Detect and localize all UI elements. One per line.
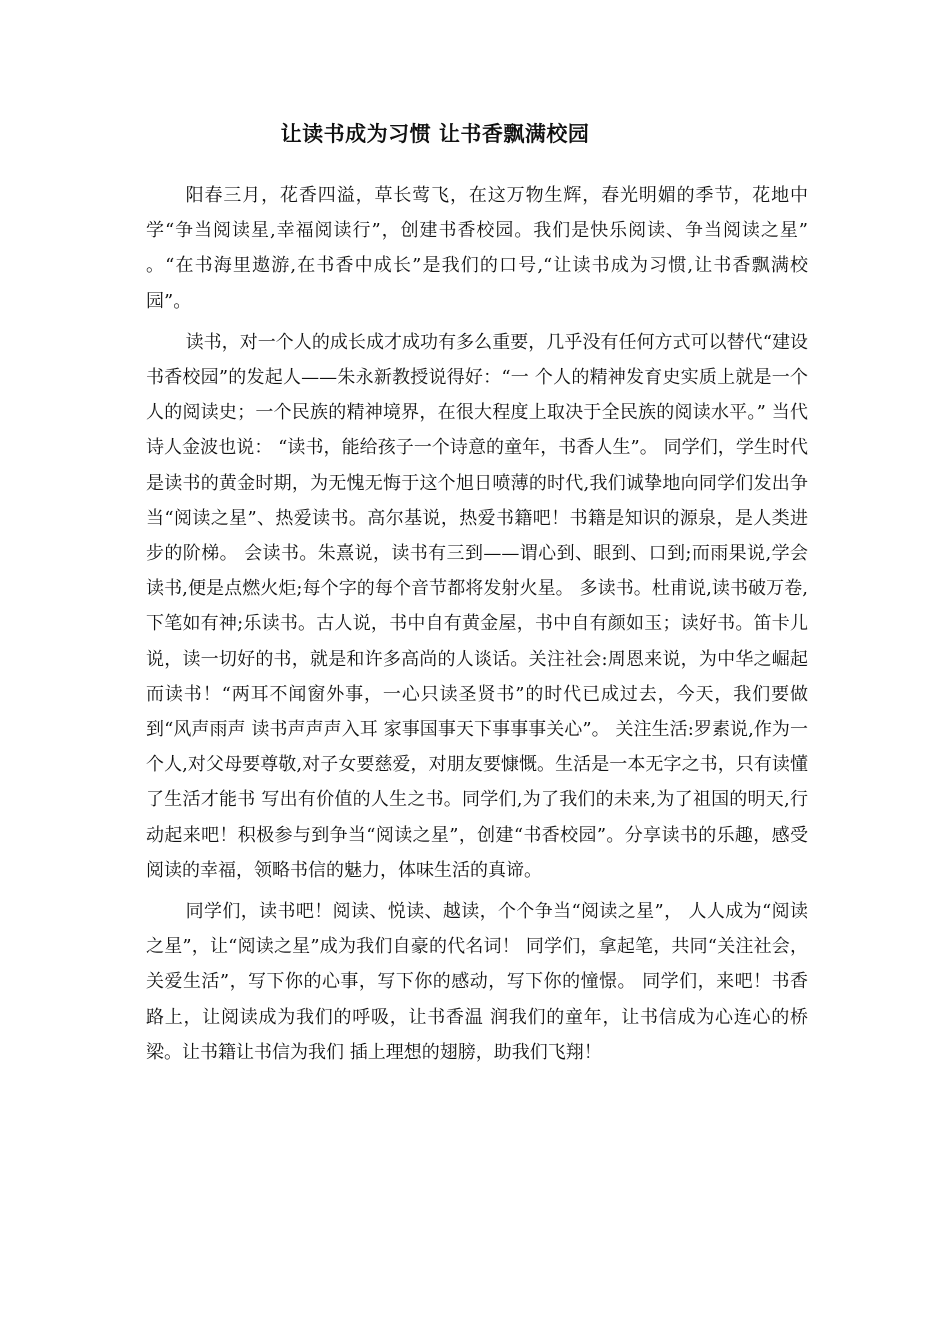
paragraph-main: 读书，对一个人的成长成才成功有多么重要，几乎没有任何方式可以替代“建设书香校园”的发起人——朱永新教授说得好：“一 个人的精神发育史实质上就是一个人的阅读史；一个民族的精神境界，在很大程度上取决于全民族的阅读水平。” 当代诗人金波也说： “读书，能给孩子一个诗意的童年，书香人生”。 同学们，学生时代是读书的黄金时期，为无愧无悔于这个旭日喷薄的时代,我们诚挚地向同学们发出争当“阅读之星”、热爱读书。高尔基说，热爱书籍吧！书籍是知识的源泉，是人类进步的阶梯。 会读书。朱熹说，读书有三到——谓心到、眼到、口到;而雨果说,学会读书,便是点燃火炬;每个字的每个音节都将发射火星。 多读书。杜甫说,读书破万卷,下笔如有神;乐读书。古人说，书中自有黄金屋，书中自有颜如玉；读好书。笛卡儿说，读一切好的书，就是和许多高尚的人谈话。关注社会:周恩来说，为中华之崛起而读书！“两耳不闻窗外事，一心只读圣贤书”的时代已成过去，今天，我们要做到“风声雨声 读书声声声入耳 家事国事天下事事事关心”。 关注生活:罗素说,作为一个人,对父母要尊敬,对子女要慈爱，对朋友要慷慨。生活是一本无字之书，只有读懂了生活才能书 写出有价值的人生之书。同学们,为了我们的未来,为了祖国的明天,行动起来吧！积极参与到争当“阅读之星”，创建“书香校园”。分享读书的乐趣，感受阅读的幸福，领略书信的魅力，体味生活的真谛。 (146, 331, 808, 881)
document-body (146, 178, 808, 1070)
document-title: 让读书成为习惯 让书香飘满校园 (280, 121, 590, 146)
paragraph-intro: 阳春三月，花香四溢，草长莺飞，在这万物生辉，春光明媚的季节，花地中学“争当阅读星,幸福阅读行”，创建书香校园。我们是快乐阅读、争当阅读之星” 。“在书海里遨游,在书香中成长”是我们的口号,“让读书成为习惯,让书香飘满校园”。 (146, 185, 808, 312)
paragraph-closing: 同学们，读书吧！阅读、悦读、越读，个个争当“阅读之星”， 人人成为“阅读之星”，让“阅读之星”成为我们自豪的代名词！ 同学们，拿起笔，共同“关注社会，关爱生活”，写下你的心事，写下你的感动，写下你的憧憬。 同学们，来吧！书香路上，让阅读成为我们的呼吸，让书香温 润我们的童年，让书信成为心连心的桥梁。让书籍让书信为我们 插上理想的翅膀，助我们飞翔！ (146, 901, 808, 1063)
